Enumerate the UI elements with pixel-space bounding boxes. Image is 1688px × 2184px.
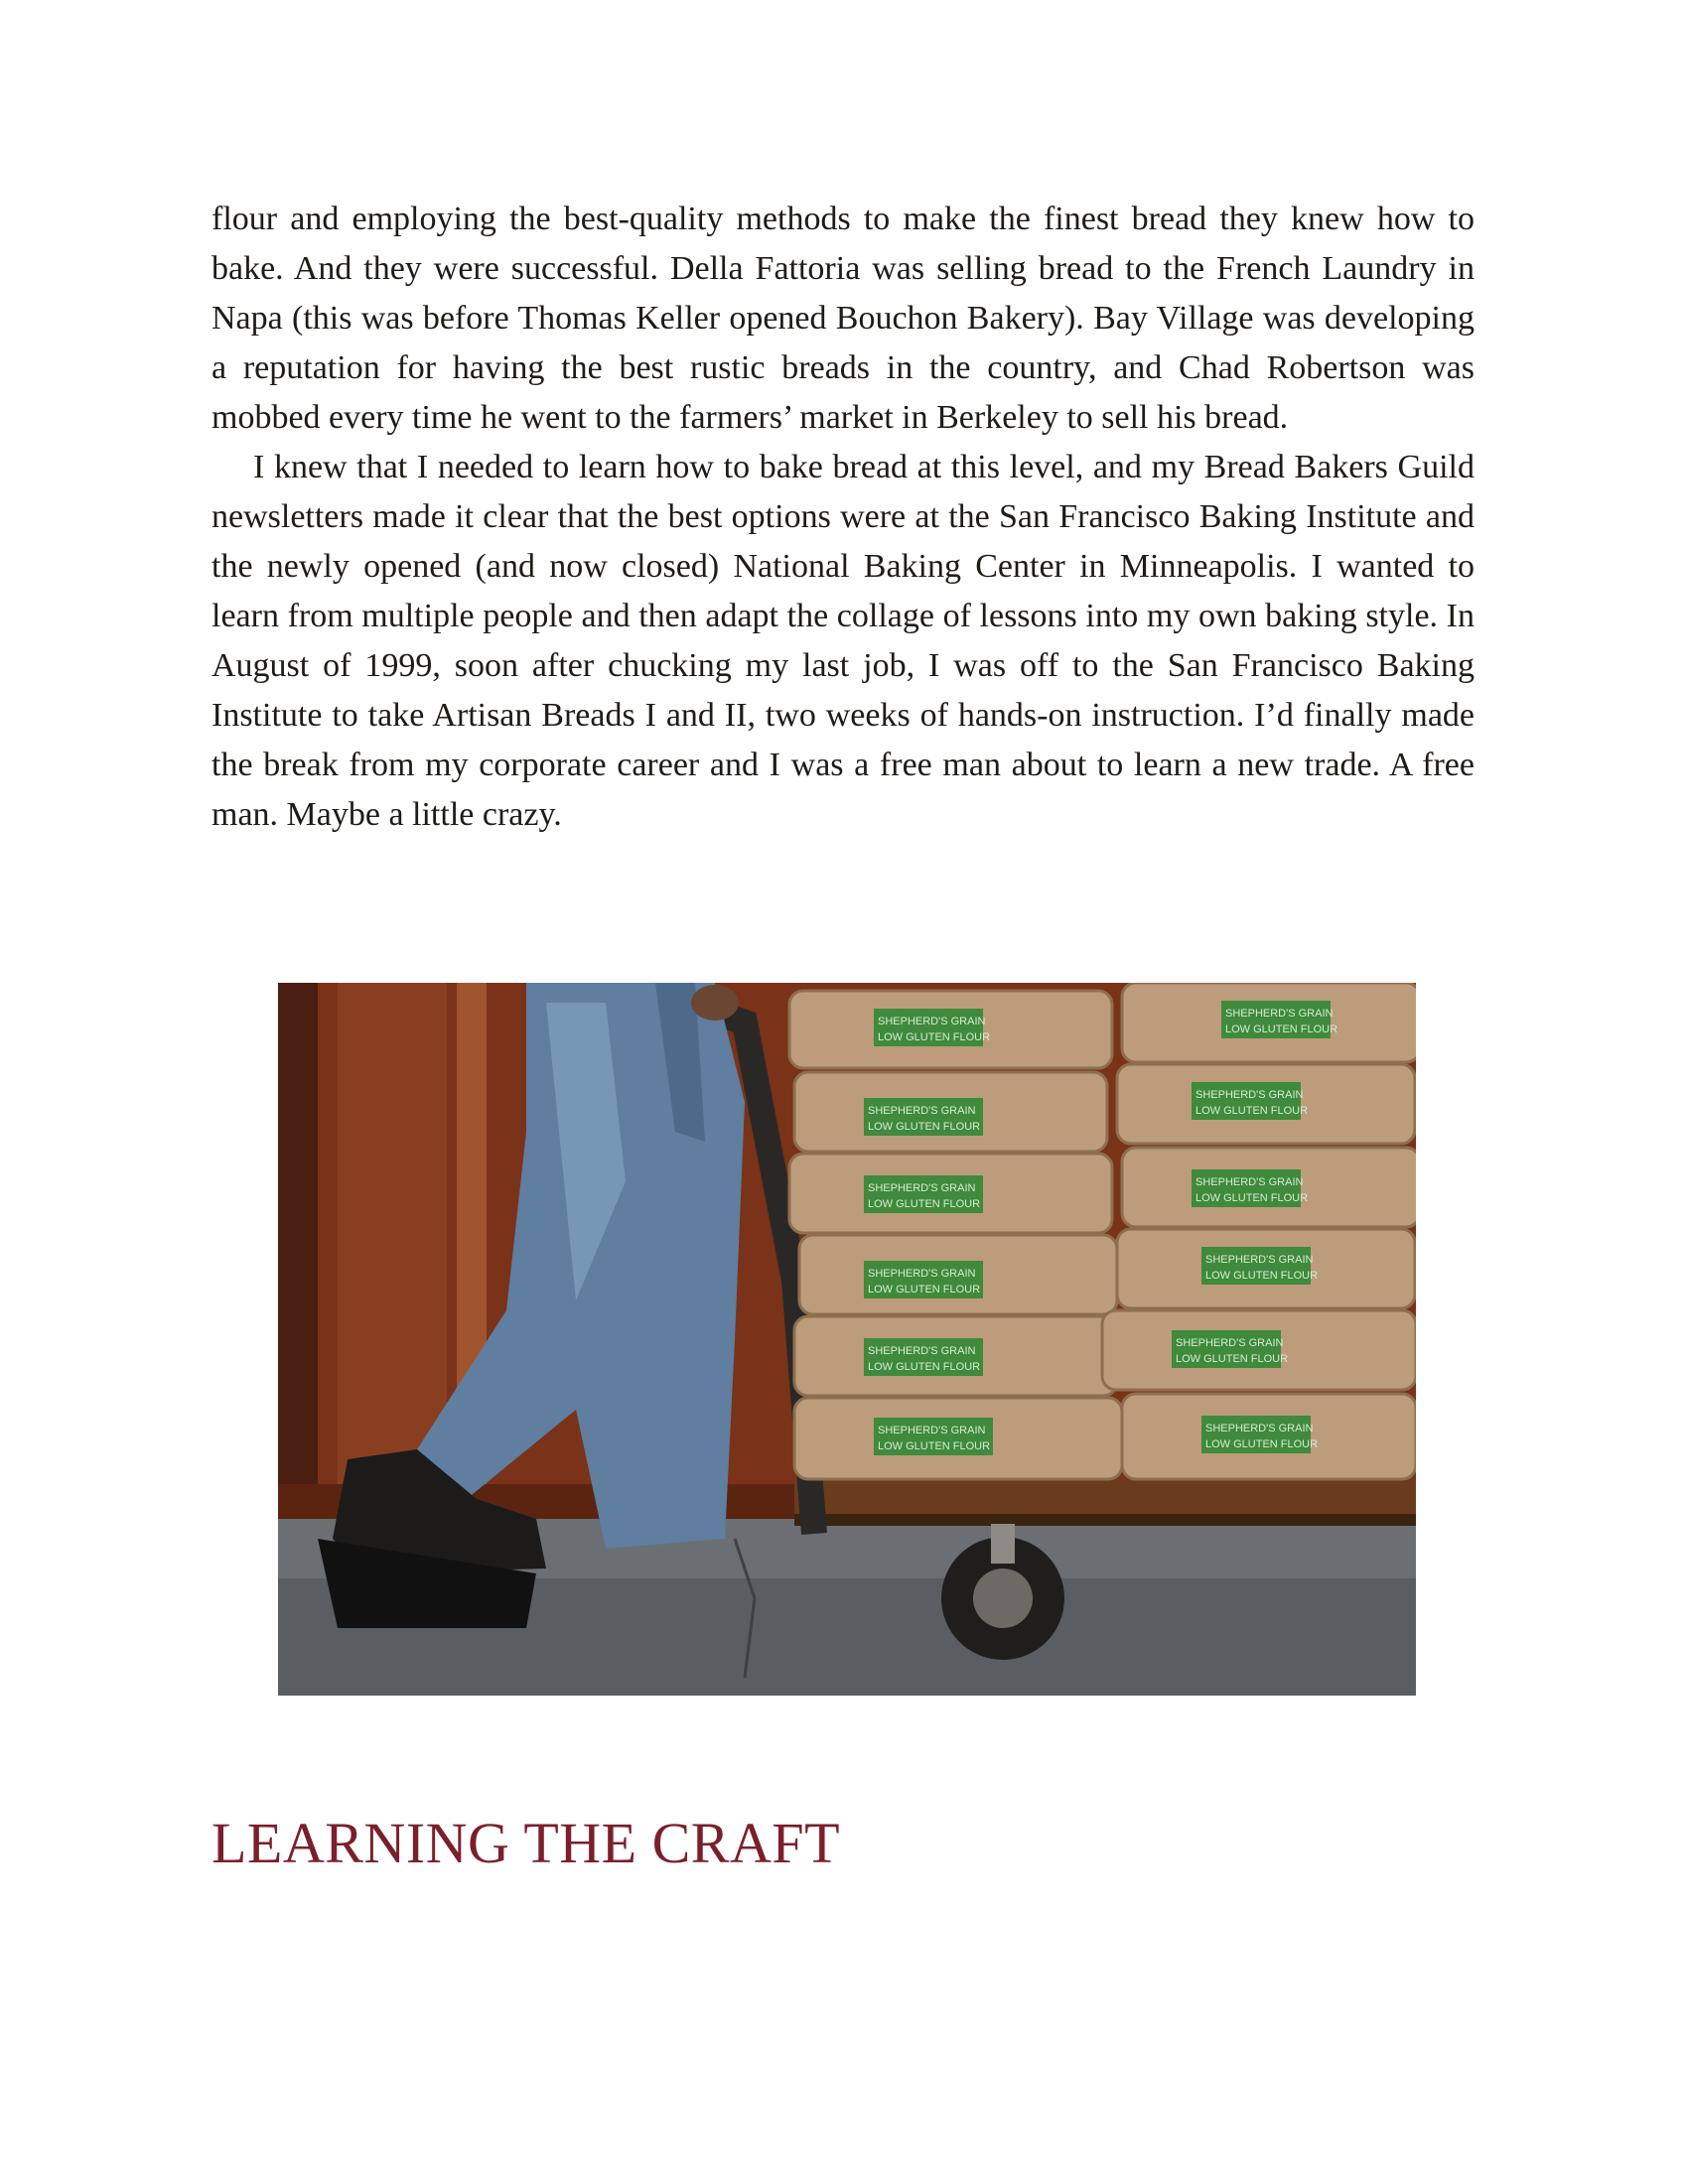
bag-label: LOW GLUTEN FLOUR bbox=[1225, 1024, 1338, 1035]
flour-bags bbox=[789, 983, 1416, 1479]
bag-label: SHEPHERD'S GRAIN bbox=[1196, 1089, 1304, 1101]
bag-label: SHEPHERD'S GRAIN bbox=[878, 1425, 986, 1436]
bag-label: LOW GLUTEN FLOUR bbox=[868, 1361, 981, 1373]
bag-label: LOW GLUTEN FLOUR bbox=[1205, 1270, 1319, 1282]
bag-label: SHEPHERD'S GRAIN bbox=[868, 1105, 976, 1117]
bag-label: LOW GLUTEN FLOUR bbox=[878, 1031, 991, 1043]
bag-label: LOW GLUTEN FLOUR bbox=[1196, 1192, 1309, 1204]
bag-label: LOW GLUTEN FLOUR bbox=[868, 1284, 981, 1296]
bag-label: SHEPHERD'S GRAIN bbox=[868, 1182, 976, 1194]
body-text bbox=[211, 195, 1475, 840]
bag-label: SHEPHERD'S GRAIN bbox=[1196, 1176, 1304, 1188]
bag-label: LOW GLUTEN FLOUR bbox=[1176, 1353, 1289, 1365]
bag-label: LOW GLUTEN FLOUR bbox=[878, 1440, 991, 1452]
bag-label: LOW GLUTEN FLOUR bbox=[868, 1121, 981, 1133]
bag-label: SHEPHERD'S GRAIN bbox=[868, 1268, 976, 1280]
bag-label: SHEPHERD'S GRAIN bbox=[1176, 1337, 1284, 1349]
bag-label: LOW GLUTEN FLOUR bbox=[868, 1198, 981, 1210]
bag-label: SHEPHERD'S GRAIN bbox=[868, 1345, 976, 1357]
bag-label: SHEPHERD'S GRAIN bbox=[1205, 1254, 1314, 1266]
paragraph-1: flour and employing the best-quality methods to make the finest bread they knew how to bake. And they were successful. Della Fattoria was selling bread to the French Laundry in Napa (this was before Thomas Keller opened Bouchon Bakery). Bay Village was developing a reputation for having the best rustic breads in the country, and Chad Robertson was mobbed every time he went to the farmers’ market in Berkeley to sell his bread. bbox=[211, 201, 1475, 436]
bag-label: SHEPHERD'S GRAIN bbox=[878, 1016, 986, 1027]
bag-label: LOW GLUTEN FLOUR bbox=[1196, 1105, 1309, 1117]
flour-cart-photo bbox=[278, 983, 1416, 1696]
section-heading: LEARNING THE CRAFT bbox=[211, 1811, 841, 1875]
bag-label: SHEPHERD'S GRAIN bbox=[1205, 1423, 1314, 1434]
bag-label: LOW GLUTEN FLOUR bbox=[1205, 1438, 1319, 1450]
paragraph-2: I knew that I needed to learn how to bake bread at this level, and my Bread Bakers Guild newsletters made it clear that the best options were at the San Francisco Baking Institute and the newly opened (and now closed) National Baking Center in Minneapolis. I wanted to learn from multiple people and then adapt the collage of lessons into my own baking style. In August of 1999, soon after chucking my last job, I was off to the San Francisco Baking Institute to take Artisan Breads I and II, two weeks of hands-on instruction. I’d finally made the break from my corporate career and I was a free man about to learn a new trade. A free man. Maybe a little crazy. bbox=[211, 449, 1475, 833]
bag-label: SHEPHERD'S GRAIN bbox=[1225, 1008, 1334, 1020]
